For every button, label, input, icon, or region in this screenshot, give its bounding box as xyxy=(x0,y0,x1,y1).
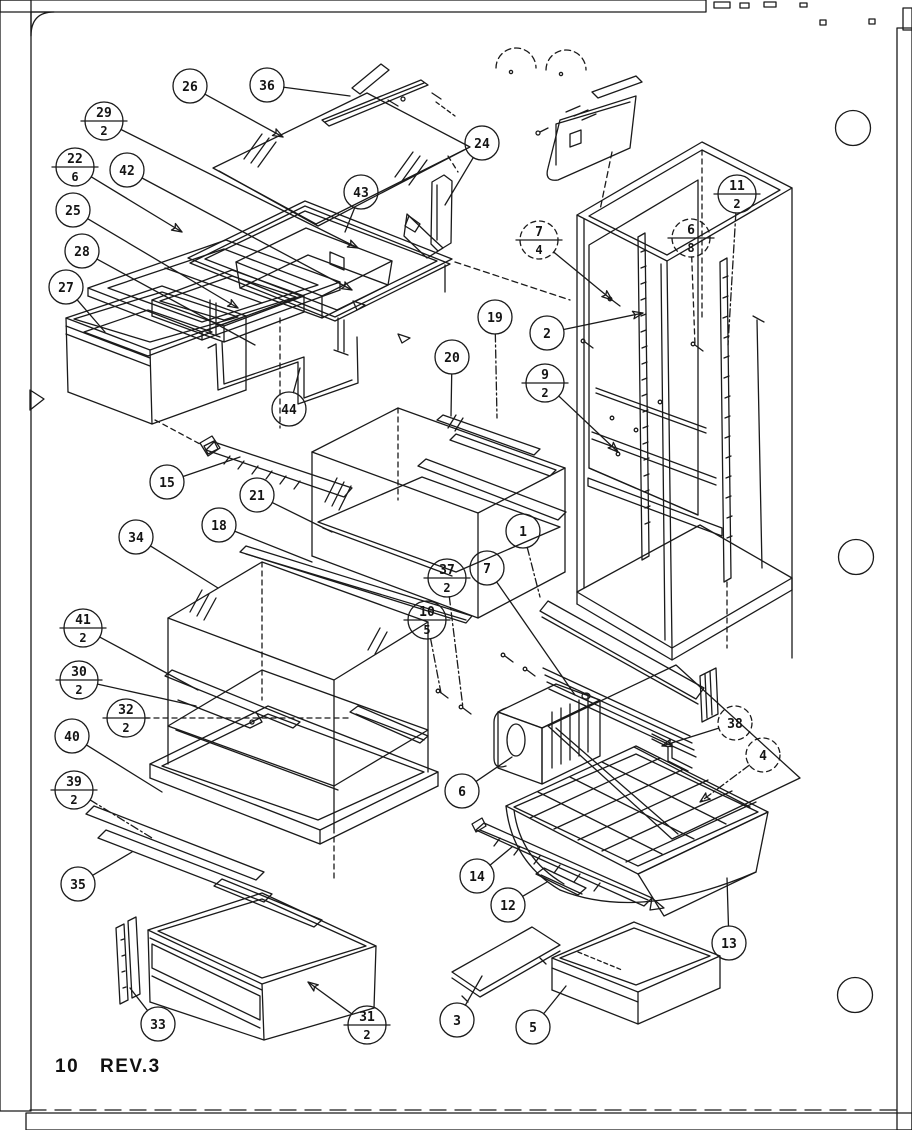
svg-text:13: 13 xyxy=(721,937,737,952)
svg-text:25: 25 xyxy=(65,204,81,219)
callout-11-2 xyxy=(714,175,760,213)
svg-text:44: 44 xyxy=(281,403,297,418)
callout-44 xyxy=(272,392,306,426)
callout-14 xyxy=(460,859,494,893)
svg-text:38: 38 xyxy=(727,717,743,732)
callout-5 xyxy=(516,1010,550,1044)
svg-text:4: 4 xyxy=(535,243,543,257)
svg-text:41: 41 xyxy=(75,613,91,628)
callout-3 xyxy=(440,1003,474,1037)
callout-35 xyxy=(61,867,95,901)
callout-20 xyxy=(435,340,469,374)
svg-text:11: 11 xyxy=(729,179,745,194)
svg-text:35: 35 xyxy=(70,878,86,893)
evaporator-cover xyxy=(536,96,636,210)
svg-text:15: 15 xyxy=(159,476,175,491)
callout-26 xyxy=(173,69,207,103)
callout-28 xyxy=(65,234,99,268)
callout-42 xyxy=(110,153,144,187)
callout-18 xyxy=(202,508,236,542)
partial-callout-arc xyxy=(496,48,536,68)
svg-text:34: 34 xyxy=(128,531,144,546)
page-number: 10 xyxy=(55,1056,80,1077)
callout-21 xyxy=(240,478,274,512)
callout-15 xyxy=(150,465,184,499)
svg-text:26: 26 xyxy=(182,80,198,95)
svg-text:43: 43 xyxy=(353,186,369,201)
svg-text:12: 12 xyxy=(500,899,516,914)
svg-text:32: 32 xyxy=(118,703,134,718)
freezer-shelf-frame xyxy=(188,201,570,355)
svg-text:36: 36 xyxy=(259,79,275,94)
binder-punch-holes xyxy=(836,111,874,1013)
callout-24 xyxy=(465,126,499,160)
page-footer xyxy=(55,1056,161,1077)
svg-text:2: 2 xyxy=(733,197,741,211)
callout-19 xyxy=(478,300,512,334)
svg-text:33: 33 xyxy=(150,1018,166,1033)
svg-text:2: 2 xyxy=(543,327,551,342)
svg-text:39: 39 xyxy=(66,775,82,790)
callout-38 xyxy=(718,706,752,740)
svg-text:31: 31 xyxy=(359,1010,375,1025)
callout-12 xyxy=(491,888,525,922)
callout-31-2 xyxy=(344,1006,390,1044)
drawer-rail-15 xyxy=(155,420,352,497)
partial-callout-arc xyxy=(546,50,586,70)
svg-text:2: 2 xyxy=(75,683,83,697)
svg-text:40: 40 xyxy=(64,730,80,745)
drawer-side-rail xyxy=(116,917,140,1004)
svg-text:5: 5 xyxy=(529,1021,537,1036)
callout-25 xyxy=(56,193,90,227)
svg-text:6: 6 xyxy=(71,170,79,184)
svg-text:30: 30 xyxy=(71,665,87,680)
support-channel xyxy=(208,337,358,404)
toe-grille xyxy=(540,601,704,704)
svg-text:20: 20 xyxy=(444,351,460,366)
bottom-drawer xyxy=(148,893,376,1040)
svg-text:21: 21 xyxy=(249,489,265,504)
callout-6-8 xyxy=(668,219,714,257)
callout-7 xyxy=(470,551,504,585)
callout-27 xyxy=(49,270,83,304)
callout-2 xyxy=(530,316,564,350)
svg-text:22: 22 xyxy=(67,152,83,167)
callout-36 xyxy=(250,68,284,102)
svg-text:14: 14 xyxy=(469,870,485,885)
callout-29-2 xyxy=(81,102,127,140)
callout-41-2 xyxy=(60,609,106,647)
wire-basket xyxy=(506,746,768,916)
svg-text:2: 2 xyxy=(70,793,78,807)
svg-text:9: 9 xyxy=(541,368,549,383)
punch-hole xyxy=(836,111,871,146)
callout-9-2 xyxy=(522,364,568,402)
svg-text:2: 2 xyxy=(541,386,549,400)
svg-text:18: 18 xyxy=(211,519,227,534)
svg-text:19: 19 xyxy=(487,311,503,326)
callout-13 xyxy=(712,926,746,960)
svg-text:2: 2 xyxy=(79,631,87,645)
ice-cube-tray xyxy=(452,927,560,1002)
svg-text:42: 42 xyxy=(119,164,135,179)
svg-text:7: 7 xyxy=(483,562,491,577)
punch-hole xyxy=(839,540,874,575)
svg-text:29: 29 xyxy=(96,106,112,121)
svg-text:6: 6 xyxy=(458,785,466,800)
svg-text:5: 5 xyxy=(423,623,431,637)
callout-6 xyxy=(445,774,479,808)
fresh-food-shelf-unit xyxy=(86,562,438,927)
svg-text:24: 24 xyxy=(474,137,490,152)
callout-22-6 xyxy=(52,148,98,186)
svg-text:3: 3 xyxy=(453,1014,461,1029)
svg-text:8: 8 xyxy=(687,241,695,255)
svg-text:6: 6 xyxy=(687,223,695,238)
callout-34 xyxy=(119,520,153,554)
callout-32-2 xyxy=(103,699,149,737)
callout-33 xyxy=(141,1007,175,1041)
svg-text:2: 2 xyxy=(443,581,451,595)
callout-30-2 xyxy=(56,661,102,699)
svg-text:1: 1 xyxy=(519,525,527,540)
punch-hole xyxy=(838,978,873,1013)
callout-40 xyxy=(55,719,89,753)
svg-text:28: 28 xyxy=(74,245,90,260)
callout-39-2 xyxy=(51,771,97,809)
svg-text:37: 37 xyxy=(439,563,455,578)
revision-label: REV.3 xyxy=(100,1056,161,1077)
svg-text:27: 27 xyxy=(58,281,74,296)
svg-text:10: 10 xyxy=(419,605,435,620)
svg-text:4: 4 xyxy=(759,749,767,764)
door-bin xyxy=(552,922,720,1024)
svg-text:2: 2 xyxy=(100,124,108,138)
callout-37-2 xyxy=(424,559,470,597)
faded-partial-callouts xyxy=(496,48,586,76)
svg-text:2: 2 xyxy=(122,721,130,735)
svg-text:2: 2 xyxy=(363,1028,371,1042)
svg-text:7: 7 xyxy=(535,225,543,240)
